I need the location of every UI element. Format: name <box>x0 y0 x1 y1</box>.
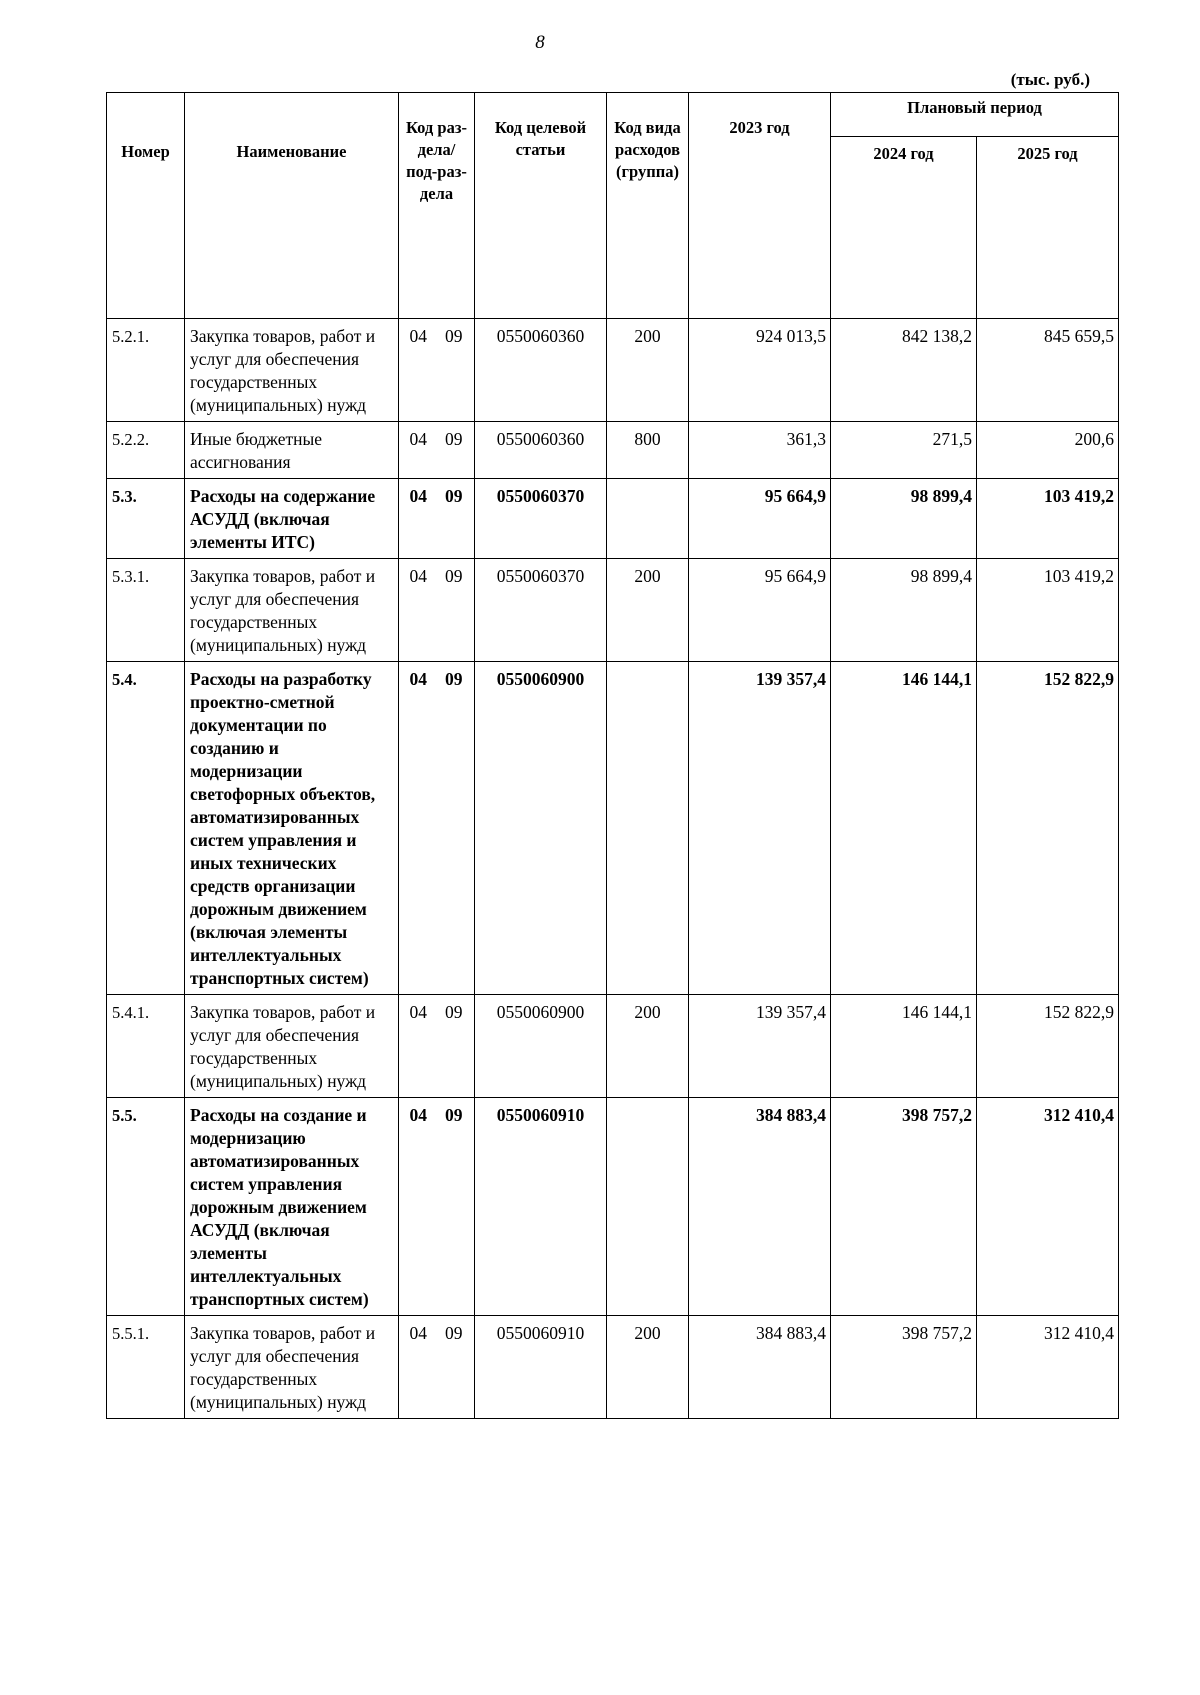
row-value-2023: 139 357,4 <box>689 995 831 1098</box>
table-row <box>107 995 1119 1098</box>
row-target-article: 0550060370 <box>475 559 607 662</box>
table-row <box>107 662 1119 995</box>
row-expense-type: 200 <box>607 995 689 1098</box>
row-razdel: 04 <box>399 422 437 479</box>
budget-table <box>106 92 1119 1419</box>
header-target-article: Код целевой статьи <box>475 93 607 319</box>
table-row <box>107 422 1119 479</box>
row-value-2025: 103 419,2 <box>977 559 1119 662</box>
row-value-2024: 842 138,2 <box>831 319 977 422</box>
row-value-2024: 98 899,4 <box>831 479 977 559</box>
row-number: 5.4. <box>107 662 185 995</box>
page-number: 8 <box>535 32 545 53</box>
row-name: Иные бюджетные ассигнования <box>185 422 399 479</box>
row-value-2025: 200,6 <box>977 422 1119 479</box>
row-value-2023: 924 013,5 <box>689 319 831 422</box>
row-number: 5.3.1. <box>107 559 185 662</box>
row-value-2023: 95 664,9 <box>689 559 831 662</box>
row-razdel: 04 <box>399 319 437 422</box>
row-razdel: 04 <box>399 479 437 559</box>
row-value-2023: 95 664,9 <box>689 479 831 559</box>
row-razdel: 04 <box>399 1316 437 1419</box>
header-expense-type: Код вида расходов (группа) <box>607 93 689 319</box>
header-year-2025: 2025 год <box>977 137 1119 319</box>
row-number: 5.3. <box>107 479 185 559</box>
row-number: 5.2.1. <box>107 319 185 422</box>
row-value-2024: 98 899,4 <box>831 559 977 662</box>
row-value-2025: 152 822,9 <box>977 662 1119 995</box>
table-row <box>107 559 1119 662</box>
row-value-2025: 103 419,2 <box>977 479 1119 559</box>
row-value-2024: 271,5 <box>831 422 977 479</box>
row-expense-type: 200 <box>607 1316 689 1419</box>
row-target-article: 0550060910 <box>475 1098 607 1316</box>
header-razdel: Код раз-дела/ под-раз-дела <box>399 93 475 319</box>
table-row <box>107 1098 1119 1316</box>
unit-label: (тыс. руб.) <box>1010 70 1090 89</box>
row-value-2023: 139 357,4 <box>689 662 831 995</box>
row-podrazdel: 09 <box>437 559 475 662</box>
row-expense-type <box>607 662 689 995</box>
row-razdel: 04 <box>399 662 437 995</box>
row-name: Закупка товаров, работ и услуг для обеспечения государственных (муниципальных) нужд <box>185 559 399 662</box>
row-expense-type: 200 <box>607 559 689 662</box>
row-value-2025: 845 659,5 <box>977 319 1119 422</box>
row-value-2025: 312 410,4 <box>977 1098 1119 1316</box>
row-name: Закупка товаров, работ и услуг для обеспечения государственных (муниципальных) нужд <box>185 319 399 422</box>
row-value-2024: 146 144,1 <box>831 995 977 1098</box>
row-value-2024: 398 757,2 <box>831 1098 977 1316</box>
row-target-article: 0550060370 <box>475 479 607 559</box>
row-podrazdel: 09 <box>437 1316 475 1419</box>
row-razdel: 04 <box>399 559 437 662</box>
table-row <box>107 479 1119 559</box>
row-value-2023: 384 883,4 <box>689 1316 831 1419</box>
row-podrazdel: 09 <box>437 319 475 422</box>
row-number: 5.2.2. <box>107 422 185 479</box>
row-razdel: 04 <box>399 995 437 1098</box>
header-planned-period: Плановый период <box>831 93 1119 137</box>
header-number: Номер <box>107 93 185 319</box>
row-value-2025: 312 410,4 <box>977 1316 1119 1419</box>
row-podrazdel: 09 <box>437 662 475 995</box>
row-expense-type <box>607 1098 689 1316</box>
row-name: Расходы на создание и модернизацию автоматизированных систем управления дорожным движением АСУДД (включая элементы интеллектуальных транспортных систем) <box>185 1098 399 1316</box>
row-target-article: 0550060360 <box>475 319 607 422</box>
row-name: Расходы на разработку проектно-сметной документации по созданию и модернизации светофорных объектов, автоматизированных систем управления и иных технических средств организации дорожным движением (включая элементы интеллектуальных транспортных систем) <box>185 662 399 995</box>
table-row <box>107 1316 1119 1419</box>
header-name: Наименование <box>185 93 399 319</box>
row-name: Закупка товаров, работ и услуг для обеспечения государственных (муниципальных) нужд <box>185 995 399 1098</box>
row-target-article: 0550060900 <box>475 995 607 1098</box>
row-number: 5.5.1. <box>107 1316 185 1419</box>
row-number: 5.5. <box>107 1098 185 1316</box>
row-podrazdel: 09 <box>437 422 475 479</box>
row-podrazdel: 09 <box>437 479 475 559</box>
row-number: 5.4.1. <box>107 995 185 1098</box>
row-target-article: 0550060360 <box>475 422 607 479</box>
row-razdel: 04 <box>399 1098 437 1316</box>
row-podrazdel: 09 <box>437 1098 475 1316</box>
row-value-2023: 361,3 <box>689 422 831 479</box>
row-name: Закупка товаров, работ и услуг для обеспечения государственных (муниципальных) нужд <box>185 1316 399 1419</box>
row-expense-type: 800 <box>607 422 689 479</box>
row-value-2024: 398 757,2 <box>831 1316 977 1419</box>
row-value-2023: 384 883,4 <box>689 1098 831 1316</box>
row-podrazdel: 09 <box>437 995 475 1098</box>
header-year-2024: 2024 год <box>831 137 977 319</box>
row-expense-type <box>607 479 689 559</box>
row-value-2025: 152 822,9 <box>977 995 1119 1098</box>
table-row <box>107 319 1119 422</box>
row-target-article: 0550060900 <box>475 662 607 995</box>
row-target-article: 0550060910 <box>475 1316 607 1419</box>
row-value-2024: 146 144,1 <box>831 662 977 995</box>
header-year-2023: 2023 год <box>689 93 831 319</box>
row-name: Расходы на содержание АСУДД (включая элементы ИТС) <box>185 479 399 559</box>
row-expense-type: 200 <box>607 319 689 422</box>
